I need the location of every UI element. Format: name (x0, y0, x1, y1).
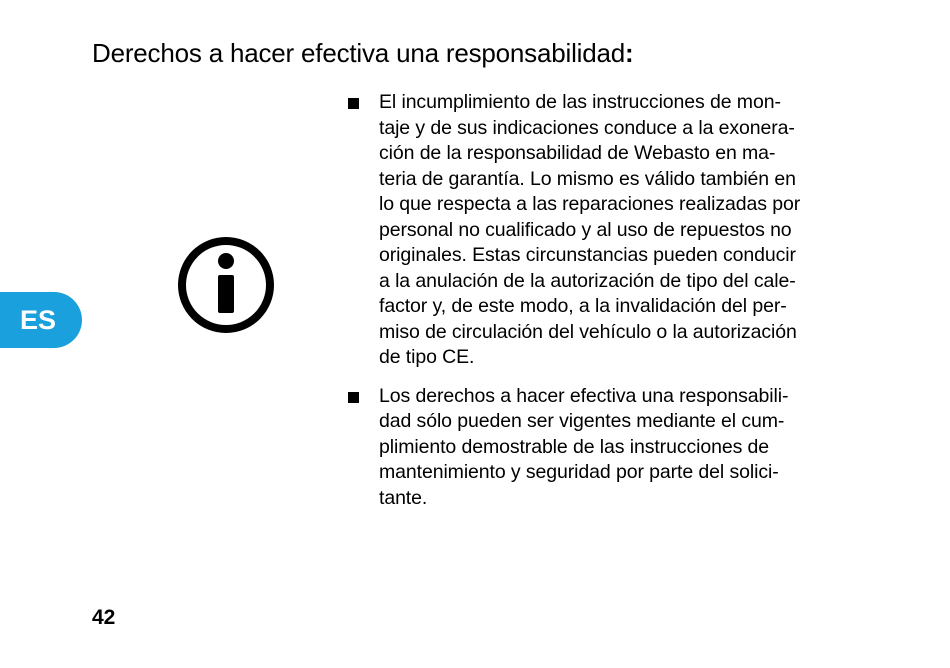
bullet-line: tante. (379, 486, 428, 509)
bullet-square-icon (348, 98, 359, 109)
bullet-list (345, 90, 865, 524)
bullet-line: El incumplimiento de las instrucciones de mon- (379, 91, 781, 113)
bullet-item-warranty-exoneration (345, 90, 865, 371)
language-tab-es (0, 292, 82, 348)
info-icon (176, 235, 276, 335)
bullet-line: plimiento demostrable de las instrucciones de (379, 435, 770, 458)
page-title-text: Derechos a hacer efectiva una responsabilidad (92, 38, 626, 68)
bullet-line: ción de la responsabilidad de Webasto en ma- (379, 142, 776, 164)
bullet-line: dad sólo pueden ser vigentes mediante el cum- (379, 410, 785, 432)
bullet-line: taje y de sus indicaciones conduce a la exonera- (379, 116, 795, 139)
bullet-line: miso de circulación del vehículo o la autorización (379, 320, 797, 343)
bullet-line: lo que respecta a las reparaciones realizadas por (379, 193, 801, 215)
bullet-line: teria de garantía. Lo mismo es válido también en (379, 167, 796, 190)
bullet-square-icon (348, 392, 359, 403)
bullet-item-liability-rights (345, 384, 865, 512)
bullet-line: Los derechos a hacer efectiva una responsabili- (379, 384, 789, 407)
language-tab-label: ES (19, 304, 56, 335)
page-title (92, 38, 633, 69)
bullet-line: factor y, de este modo, a la invalidación del per- (379, 295, 787, 317)
bullet-line: mantenimiento y seguridad por parte del solici- (379, 461, 779, 483)
bullet-line: a la anulación de la autorización de tipo del cale- (379, 269, 796, 292)
page-title-colon: : (625, 38, 634, 68)
bullet-line: de tipo CE. (379, 346, 475, 368)
bullet-line: originales. Estas circunstancias pueden conducir (379, 244, 796, 266)
bullet-line: personal no cualificado y al uso de repuestos no (379, 218, 792, 241)
page-number: 42 (92, 606, 116, 629)
